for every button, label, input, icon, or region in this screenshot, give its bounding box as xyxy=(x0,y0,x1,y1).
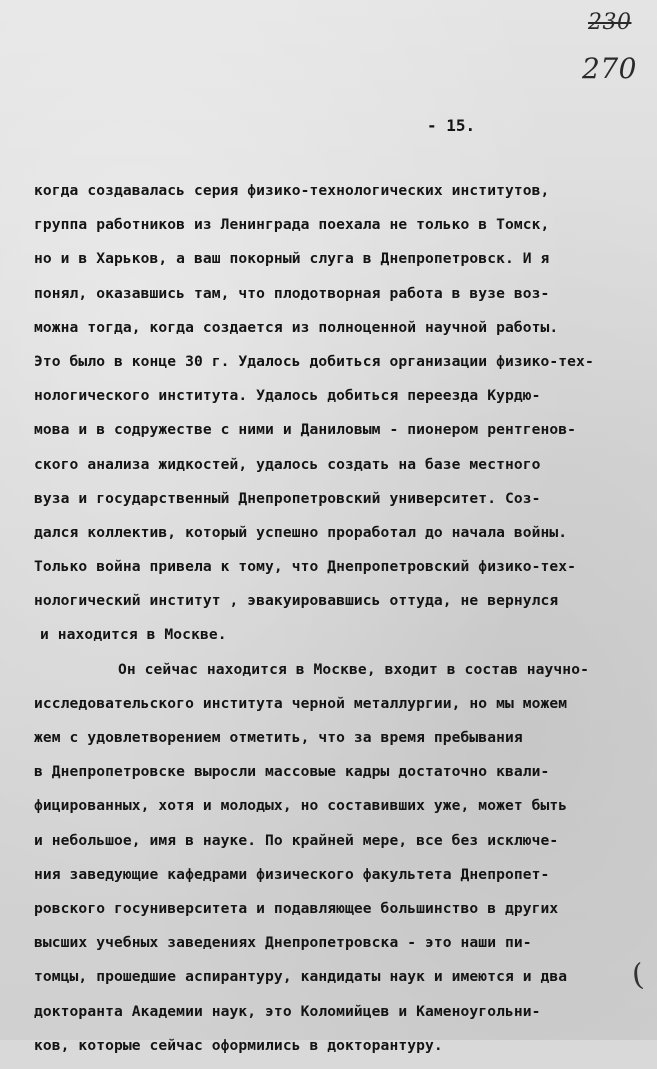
margin-bracket-mark: ( xyxy=(630,957,646,994)
archive-number: 270 xyxy=(582,52,637,85)
text-line: ровского госуниверситета и подавляющее большинство в других xyxy=(34,899,559,917)
text-line: дался коллектив, который успешно проработал до начала войны. xyxy=(34,523,568,541)
text-line: томцы, прошедшие аспирантуру, кандидаты наук и имеются и два xyxy=(34,968,568,986)
text-line: когда создавалась серия физико-технологических институтов, xyxy=(34,182,550,199)
text-line: нологического института. Удалось добиться переезда Курдю- xyxy=(34,387,541,405)
text-line: вуза и государственный Днепропетровский университет. Соз- xyxy=(34,489,541,507)
text-line: Только война привела к тому, что Днепропетровский физико-тех- xyxy=(34,558,577,576)
text-line: ков, которые сейчас оформились в докторантуру. xyxy=(34,1036,443,1054)
text-line: высших учебных заведениях Днепропетровска - это наши пи- xyxy=(34,934,532,952)
text-line: но и в Харьков, а ваш покорный слуга в Днепропетровск. И я xyxy=(34,250,550,268)
text-line: можна тогда, когда создается из полноценной научной работы. xyxy=(34,318,559,336)
text-line: группа работников из Ленинграда поехала не только в Томск, xyxy=(34,216,550,234)
text-line: Это было в конце 30 г. Удалось добиться организации физико-тех- xyxy=(34,352,594,370)
text-line: докторанта Академии наук, это Коломийцев и Каменоугольни- xyxy=(34,1002,541,1020)
text-line: исследовательского института черной металлургии, но мы можем xyxy=(34,694,568,712)
text-line: и находится в Москве. xyxy=(40,626,227,644)
text-line: ского анализа жидкостей, удалось создать на базе местного xyxy=(34,455,541,473)
text-line: жем с удовлетворением отметить, что за время пребывания xyxy=(34,729,523,746)
page-number: - 15. xyxy=(427,116,476,135)
text-line: Он сейчас находится в Москве, входит в состав научно- xyxy=(118,660,589,678)
archive-number-crossed: 230 xyxy=(588,10,632,35)
body-text xyxy=(34,180,654,1069)
text-line: в Днепропетровске выросли массовые кадры достаточно квали- xyxy=(34,763,550,781)
text-line: мова и в содружестве с ними и Даниловым - пионером рентгенов- xyxy=(34,421,577,439)
text-line: и небольшое, имя в науке. По крайней мере, все без исключе- xyxy=(34,831,559,849)
text-line: нологический институт , эвакуировавшись оттуда, не вернулся xyxy=(34,592,559,610)
text-line: понял, оказавшись там, что плодотворная работа в вузе воз- xyxy=(34,284,550,302)
text-line: ния заведующие кафедрами физического факультета Днепропет- xyxy=(34,865,550,883)
text-line: фицированных, хотя и молодых, но составивших уже, может быть xyxy=(34,797,568,815)
